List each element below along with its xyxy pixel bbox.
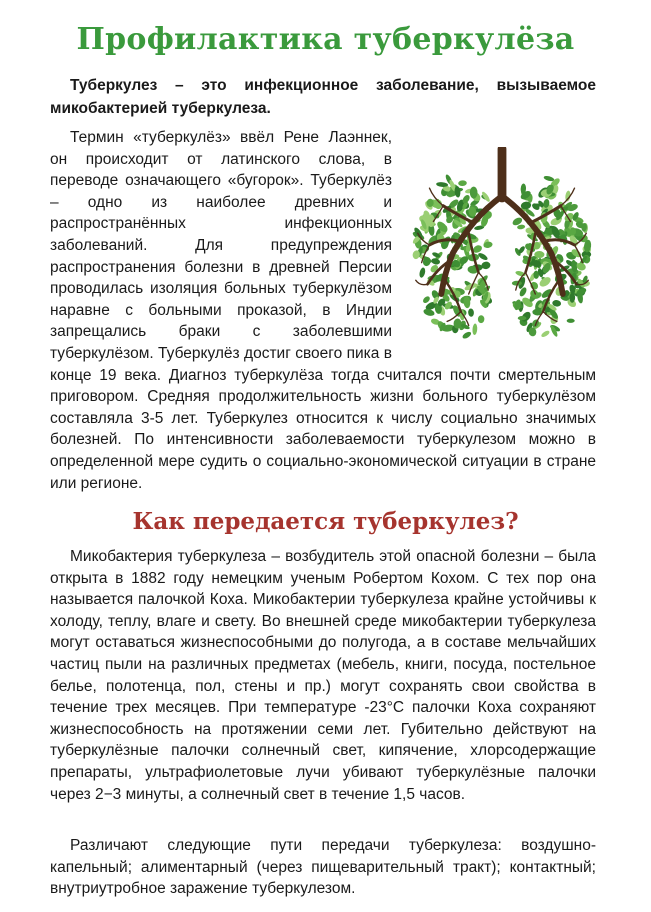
history-paragraph (50, 127, 596, 494)
lungs-tree-icon (404, 147, 600, 343)
leaf-shape (517, 224, 526, 230)
transmission-routes-paragraph: Различают следующие пути передачи туберкулеза: воздушно-капельный; алиментарный (через пищеварительный тракт); контактный; внутриутробное заражение туберкулезом. (50, 837, 596, 898)
leaf-shape (458, 180, 467, 186)
leaf-shape (540, 330, 550, 339)
leaf-shape (567, 319, 575, 323)
history-text: Термин «туберкулёз» ввёл Рене Лаэннек, он происходит от латинского слова, в переводе означающего «бугорок». Туберкулёз – одно из наиболее древних и распространённых инфекционных заболеваний. Для предупреждения распространения болезни в древней Персии проводилась изоляция больных туберкулёзом наравне с больными проказой, в Индии запрещались браки с заболевшими туберкулёзом. Туберкулёз достиг своего пика в конце 19 века. Диагноз туберкулёза тогда считался почти смертельным приговором. Средняя продолжительность жизни больного туберкулёзом составляла 3-5 лет. Туберкулез относится к числу социально значимых болезней. По интенсивности заболеваемости туберкулезом можно в определенной мере судить о социально-экономической ситуации в стране или регионе. (50, 129, 596, 492)
section-title-transmission: Как передается туберкулез? (132, 508, 519, 535)
leaf-shape (468, 308, 474, 317)
leaf-shape (538, 275, 552, 288)
leaf-shape (478, 315, 485, 323)
leaf-shape (472, 323, 477, 335)
page-title: Профилактика туберкулёза (76, 22, 575, 57)
leaf-shape (470, 187, 478, 199)
leaf-shape (419, 267, 427, 278)
leaf-shape (423, 308, 436, 317)
leaf-shape (518, 316, 527, 320)
intro-paragraph: Туберкулез – это инфекционное заболевание, вызываемое микобактерией туберкулеза. (50, 77, 596, 117)
leaf-shape (422, 295, 431, 304)
leaf-shape (431, 257, 441, 265)
leaf-shape (461, 330, 472, 339)
pathogen-paragraph: Микобактерия туберкулеза – возбудитель этой опасной болезни – была открыта в 1882 году немецким ученым Робертом Кохом. С тех пор она называется палочкой Коха. Микобактерии туберкулеза крайне устойчивы к холоду, теплу, влаге и свету. Во внешней среде микобактерии туберкулеза могут оставаться жизнеспособными до полугода, а в составе мельчайших частиц пыли на различных предметах (мебель, книги, посуда, постельное белье, полотенца, пол, стены и пр.) могут сохранять свои свойства в течение трех месяцев. При температуре -23°С палочки Коха сохраняют жизнеспособность на протяжении семи лет. Губительно действуют на туберкулёзные палочки солнечный свет, кипячение, хлорсодержащие препараты, ультрафиолетовые лучи убивают туберкулёзные палочки через 2−3 минуты, а солнечный свет в течение 1,5 часов. (50, 548, 596, 803)
